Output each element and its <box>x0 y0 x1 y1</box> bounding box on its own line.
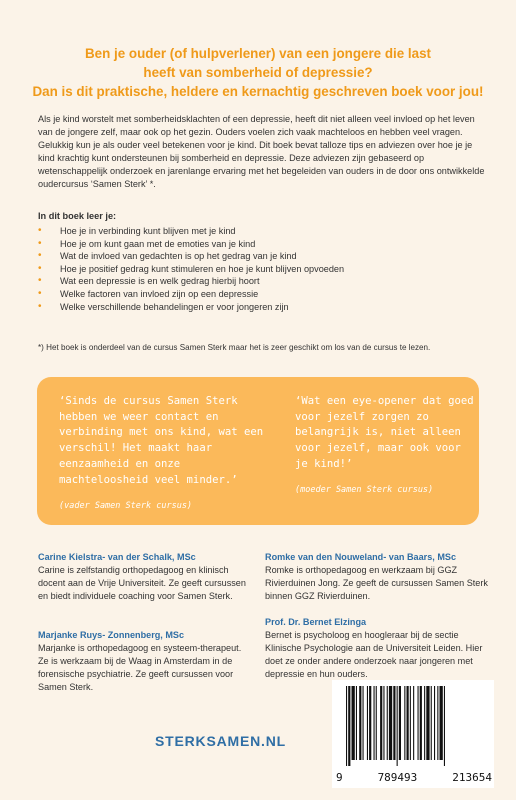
barcode-bar <box>346 686 347 766</box>
barcode-bar <box>434 686 435 760</box>
author-bio-marjanke <box>38 629 248 694</box>
barcode-bar <box>348 686 350 766</box>
isbn-group-2: 213654 <box>452 771 492 784</box>
barcode-bar <box>444 686 445 766</box>
barcode-bar <box>374 686 375 760</box>
barcode-bar <box>437 686 438 760</box>
barcode-bar <box>376 686 377 760</box>
author-description: Marjanke is orthopedagoog en systeem-therapeut. Ze is werkzaam bij de Waag in Amsterdam in de forensische psychiatrie. Ze geeft cursussen voor Samen Sterk. <box>38 643 242 693</box>
list-item <box>38 250 344 263</box>
author-name: Prof. Dr. Bernet Elzinga <box>265 617 367 627</box>
quote-attribution-father: (vader Samen Sterk cursus) <box>59 501 193 511</box>
barcode-bar <box>367 686 368 760</box>
barcode-bar <box>426 686 429 760</box>
barcode-bar <box>356 686 357 760</box>
barcode-bar <box>363 686 364 760</box>
learn-heading: In dit boek leer je: <box>38 211 117 221</box>
list-item <box>38 238 344 251</box>
quote-box <box>37 377 479 525</box>
barcode-bar <box>380 686 382 760</box>
learn-list <box>38 225 344 313</box>
list-item <box>38 275 344 288</box>
bullet-dot-icon: • <box>38 250 42 262</box>
barcode-bar <box>404 686 405 760</box>
list-item <box>38 288 344 301</box>
footnote: *) Het boek is onderdeel van de cursus Samen Sterk maar het is zeer geschikt om los van de cursus te lezen. <box>38 343 431 352</box>
bullet-dot-icon: • <box>38 275 42 287</box>
barcode-bar <box>407 686 409 760</box>
barcode-bar <box>359 686 361 760</box>
bullet-dot-icon: • <box>38 287 42 299</box>
author-name: Marjanke Ruys- Zonnenberg, MSc <box>38 630 185 640</box>
list-item-text: Welke factoren van invloed zijn op een depressie <box>60 288 259 299</box>
list-item-text: Wat de invloed van gedachten is op het gedrag van je kind <box>60 251 297 262</box>
website-url: STERKSAMEN.NL <box>155 733 286 749</box>
quote-attribution-mother: (moeder Samen Sterk cursus) <box>295 485 434 495</box>
list-item <box>38 225 344 238</box>
barcode-bar <box>399 686 401 760</box>
barcode-icon <box>338 686 488 766</box>
barcode-bar <box>389 686 392 760</box>
parent-quote-father: ‘Sinds de cursus Samen Sterk hebben we weer contact en verbinding met ons kind, wat een verschil! Het maakt haar eenzaamheid en onze machteloosheid veel minder.’ <box>59 395 264 486</box>
list-item-text: Hoe je om kunt gaan met de emoties van je kind <box>60 238 256 249</box>
list-item-text: Hoe je positief gedrag kunt stimuleren en hoe je kunt blijven opvoeden <box>60 263 345 274</box>
author-description: Bernet is psycholoog en hoogleraar bij de sectie Klinische Psychologie aan de Universiteit Leiden. Hier doet ze onder andere onderzoek naar jongeren met depressie en hun ouders. <box>265 630 483 680</box>
bullet-dot-icon: • <box>38 300 42 312</box>
author-bio-bernet <box>265 616 490 681</box>
barcode-bar <box>440 686 443 760</box>
list-item-text: Hoe je in verbinding kunt blijven met je kind <box>60 226 236 236</box>
barcode <box>332 680 494 788</box>
list-item-text: Wat een depressie is en welk gedrag hierbij hoort <box>60 276 260 287</box>
barcode-bar <box>383 686 384 760</box>
list-item <box>38 263 344 276</box>
barcode-bar <box>420 686 422 760</box>
author-name: Romke van den Nouweland- van Baars, MSc <box>265 552 457 562</box>
barcode-bar <box>431 686 432 760</box>
author-bio-carine <box>38 551 248 603</box>
parent-quote-mother: ‘Wat een eye-opener dat goed voor jezelf zorgen zo belangrijk is, niet alleen voor jezelf, maar ook voor je kind!’ <box>295 395 474 470</box>
author-description: Romke is orthopedagoog en werkzaam bij GGZ Rivierduinen Jong. Ze geeft de cursussen Samen Sterk binnen GGZ Rivierduinen. <box>265 565 488 602</box>
bullet-dot-icon: • <box>38 237 42 249</box>
bullet-dot-icon: • <box>38 262 42 274</box>
isbn-first-digit: 9 <box>336 771 343 784</box>
barcode-bar <box>410 686 411 760</box>
barcode-bar <box>393 686 395 760</box>
barcode-bar <box>352 686 355 760</box>
isbn-number <box>336 771 492 784</box>
isbn-group-1: 789493 <box>377 771 418 784</box>
intro-paragraph: Als je kind worstelt met somberheidsklachten of een depressie, heeft dit niet alleen veel invloed op het leven van de jongere zelf, maar ook op het gezin. Ouders voelen zich vaak machteloos en hebben veel vragen. Gelukkig kun je als ouder veel betekenen voor je kind. Dit boek bevat talloze tips en adviezen over hoe je je kind krachtig kunt ondersteunen bij somberheid en depressie. Deze adviezen zijn gebaseerd op wetenschappelijk onderzoek en jarenlange ervaring met het begeleiden van ouders in de door ons ontwikkelde oudercursus ‘Samen Sterk’ *. <box>38 114 485 190</box>
barcode-bar <box>413 686 414 760</box>
tagline-line-1: Ben je ouder (of hulpverlener) van een jongere die last <box>84 46 431 61</box>
barcode-bar <box>397 686 398 766</box>
author-name: Carine Kielstra- van der Schalk, MSc <box>38 552 196 562</box>
tagline <box>20 44 496 101</box>
list-item <box>38 301 344 314</box>
barcode-bar <box>424 686 425 760</box>
author-description: Carine is zelfstandig orthopedagoog en klinisch docent aan de Vrije Universiteit. Ze geeft cursussen en biedt individuele coaching voor Samen Sterk. <box>38 565 246 602</box>
author-bio-romke <box>265 551 490 603</box>
barcode-bar <box>418 686 419 760</box>
barcode-bar <box>387 686 388 760</box>
tagline-line-2: heeft van somberheid of depressie? <box>143 65 373 80</box>
tagline-line-3: Dan is dit praktische, heldere en kernachtig geschreven boek voor jou! <box>32 84 484 99</box>
list-item-text: Welke verschillende behandelingen er voor jongeren zijn <box>60 301 289 312</box>
barcode-bar <box>369 686 371 760</box>
bullet-dot-icon: • <box>38 225 42 236</box>
